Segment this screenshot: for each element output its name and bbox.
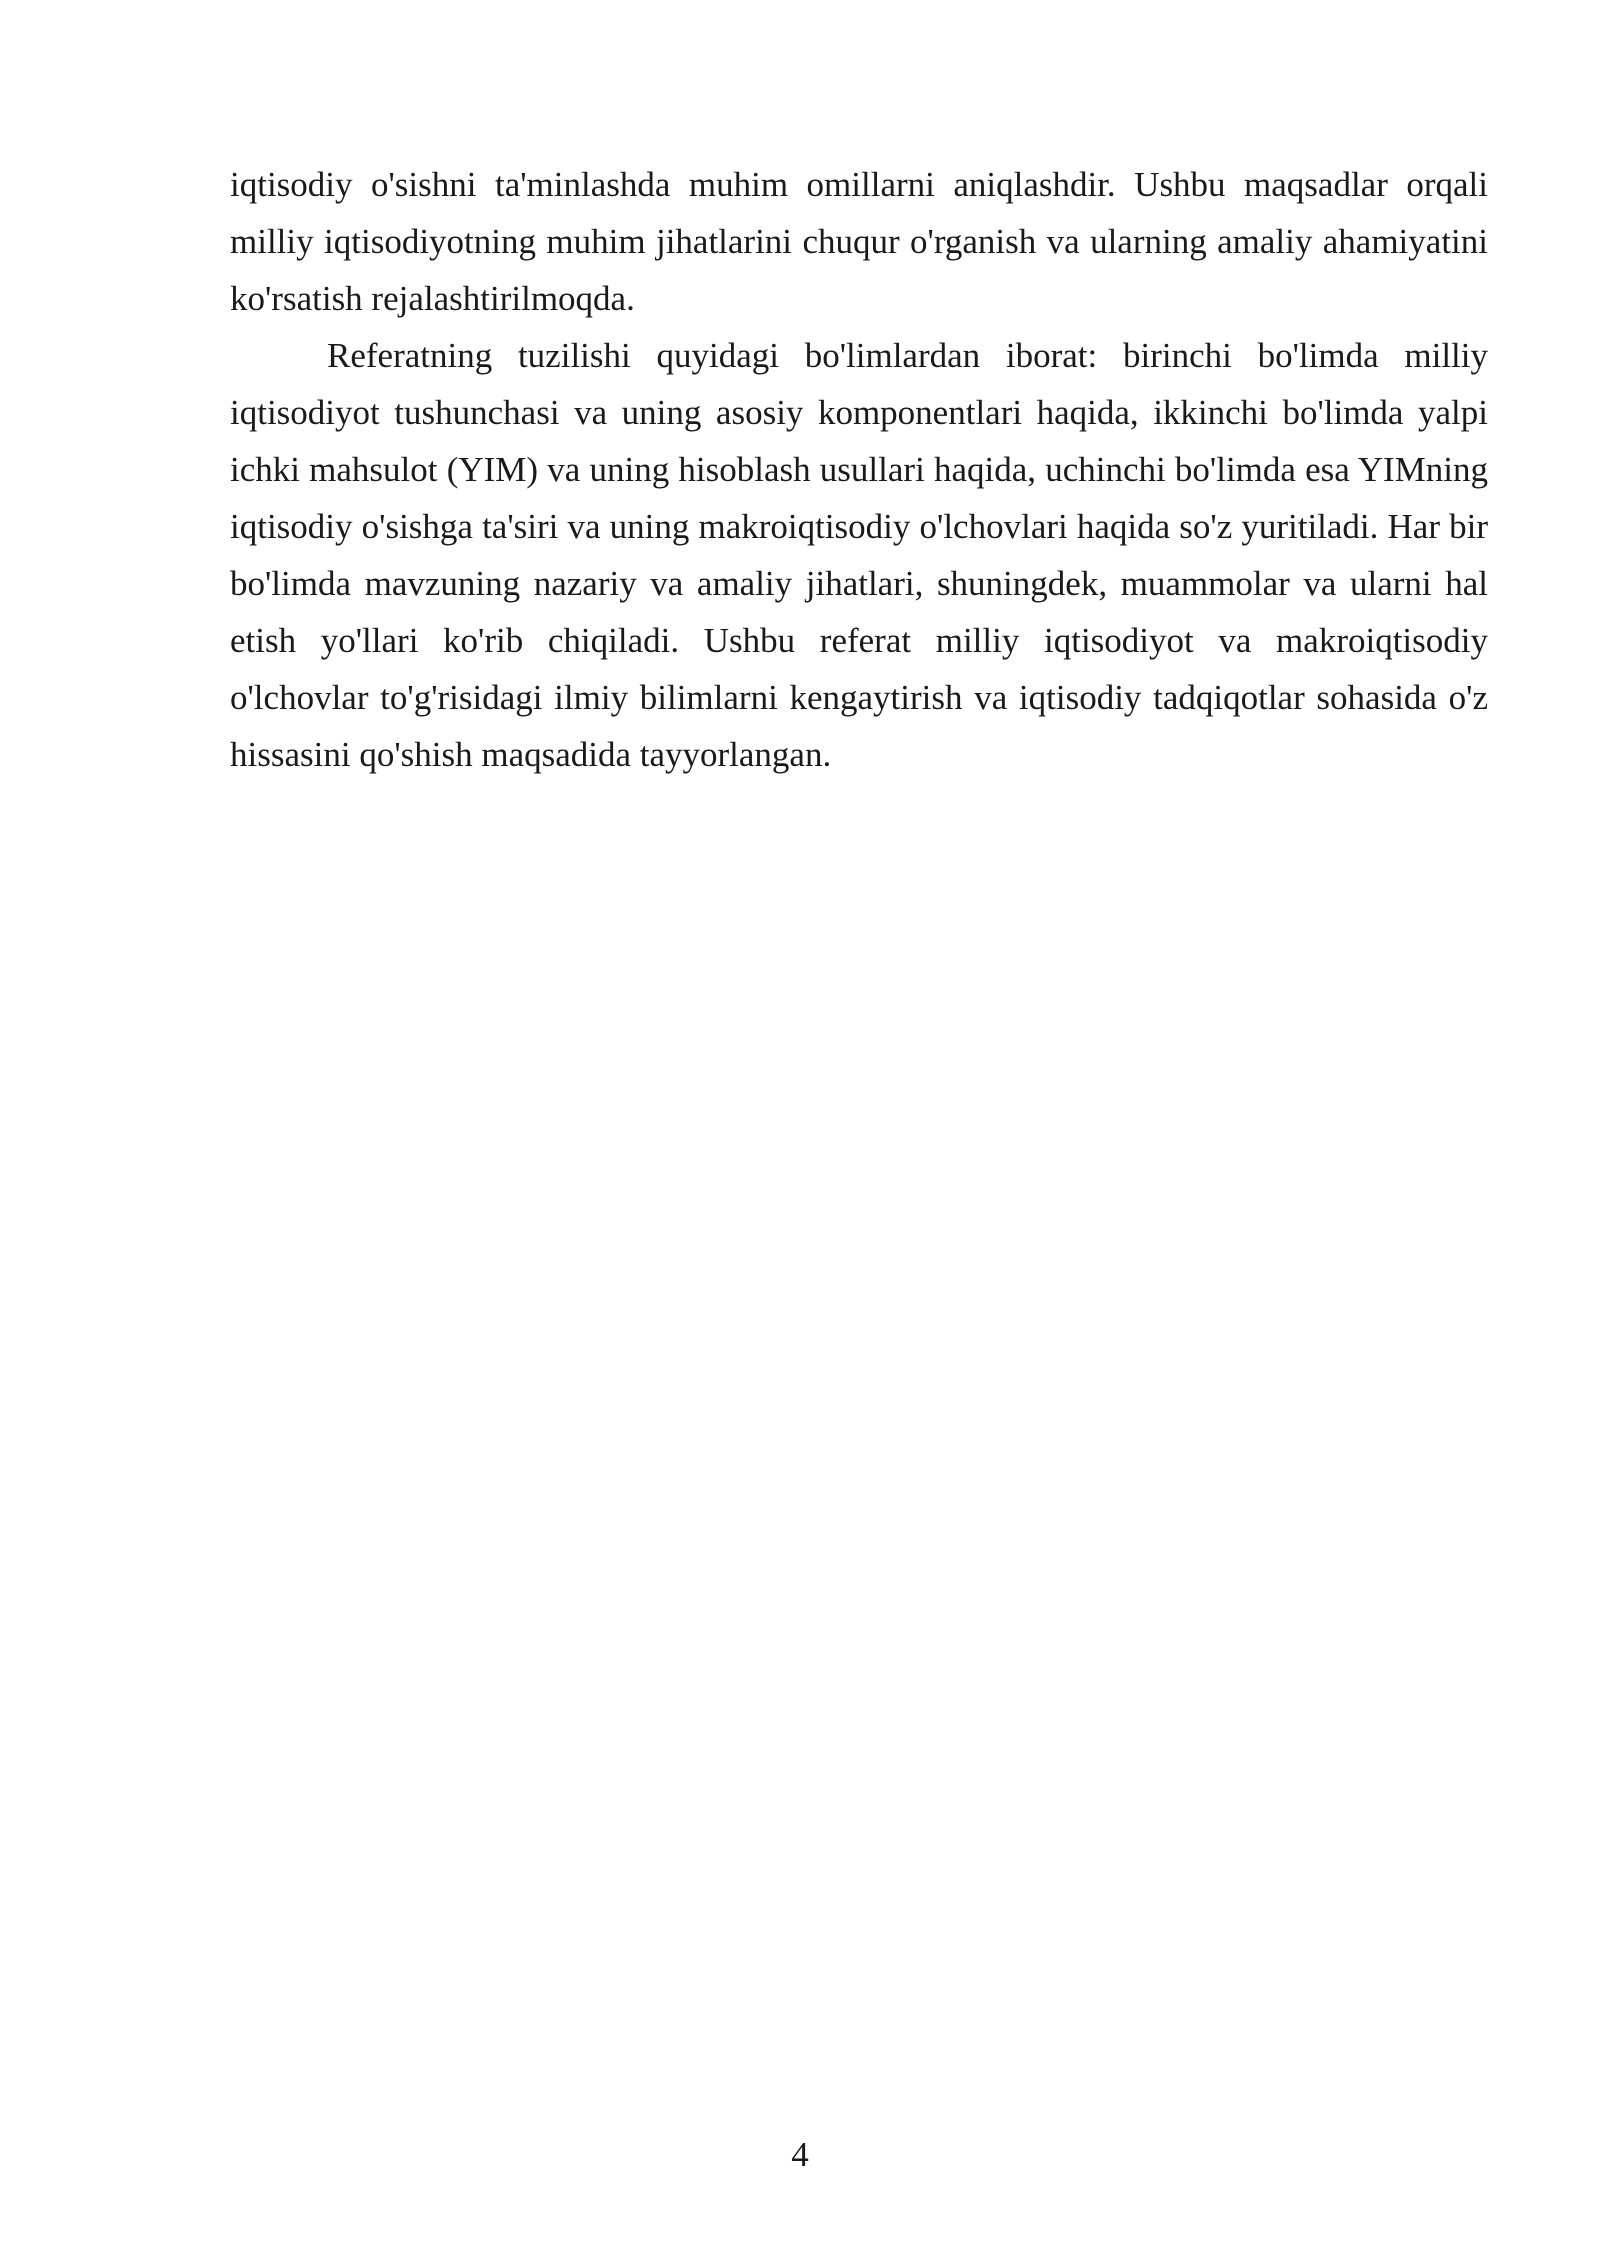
paragraph-structure: Referatning tuzilishi quyidagi bo'limlardan iborat: birinchi bo'limda milliy iqtisodiyot tushunchasi va uning asosiy komponentlari haqida, ikkinchi bo'limda yalpi ichki mahsulot (YIM) va uning hisoblash usullari haqida, uchinchi bo'limda esa YIMning iqtisodiy o'sishga ta'siri va uning makroiqtisodiy o'lchovlari haqida so'z yuritiladi. Har bir bo'limda mavzuning nazariy va amaliy jihatlari, shuningdek, muammolar va ularni hal etish yo'llari ko'rib chiqiladi. Ushbu referat milliy iqtisodiyot va makroiqtisodiy o'lchovlar to'g'risidagi ilmiy bilimlarni kengaytirish va iqtisodiy tadqiqotlar sohasida o'z hissasini qo'shish maqsadida tayyorlangan. bbox=[230, 336, 1488, 774]
paragraph-continuation: iqtisodiy o'sishni ta'minlashda muhim omillarni aniqlashdir. Ushbu maqsadlar orqali milliy iqtisodiyotning muhim jihatlarini chuqur o'rganish va ularning amaliy ahamiyatini ko'rsatish rejalashtirilmoqda. bbox=[230, 165, 1488, 318]
body-text bbox=[230, 156, 1488, 783]
page-number: 4 bbox=[791, 2135, 809, 2174]
